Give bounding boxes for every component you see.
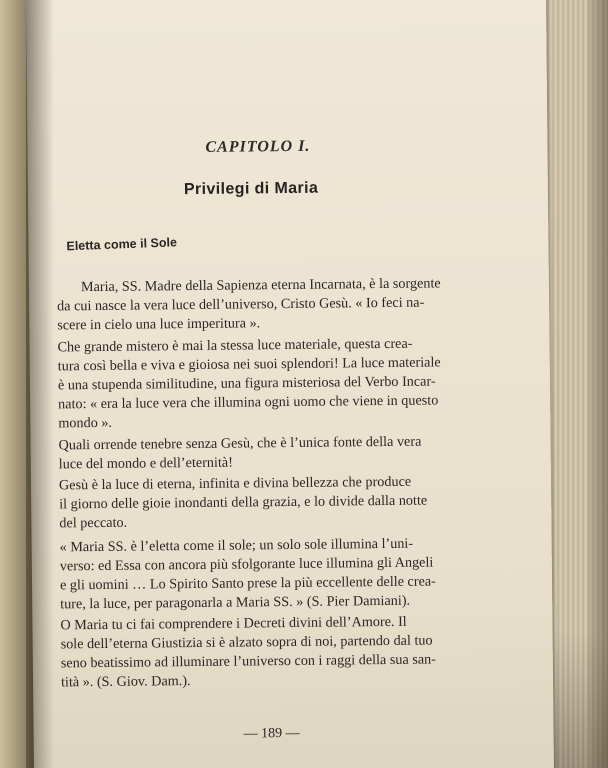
paragraph-6 xyxy=(60,612,475,692)
text-line: e gli uomini … Lo Spirito Santo prese la più eccellente delle crea- xyxy=(59,573,436,594)
text-line: da cui nasce la vera luce dell’universo, Cristo Gesù. « Io feci na- xyxy=(57,294,425,315)
paragraph-4 xyxy=(59,472,474,533)
text-line: è una stupenda similitudine, una figura misteriosa del Verbo Incar- xyxy=(57,373,436,394)
page-stack-shadow xyxy=(588,0,608,768)
text-line: O Maria tu ci fai comprendere i Decreti divini dell’Amore. Il xyxy=(60,613,407,634)
paragraph-5 xyxy=(60,534,475,614)
page-number: — 189 — xyxy=(243,725,300,742)
text-line: nato: « era la luce vera che illumina ogni uomo che viene in questo xyxy=(58,392,439,413)
text-line: Maria, SS. Madre della Sapienza eterna Incarnata, è la sorgente xyxy=(80,275,441,296)
text-line: Che grande mistero è mai la stessa luce materiale, questa crea- xyxy=(57,335,413,356)
gutter-shadow xyxy=(26,0,54,768)
paragraph-1 xyxy=(57,274,472,335)
text-line: il giorno delle gioie inondanti della grazia, e lo divide dalla notte xyxy=(59,492,428,513)
book-page xyxy=(26,0,554,768)
text-line: seno beatissimo ad illuminare l’universo con i raggi della sua san- xyxy=(60,651,437,672)
text-line: sole dell’eterna Giustizia si è alzato sopra di noi, partendo dal tuo xyxy=(60,632,433,653)
text-line: « Maria SS. è l’eletta come il sole; un solo sole illumina l’uni- xyxy=(59,535,414,556)
text-line: del peccato. xyxy=(59,514,128,532)
text-line: verso: ed Essa con ancora più sfolgorante luce illumina gli Angeli xyxy=(59,554,434,575)
paragraph-2 xyxy=(57,334,472,433)
chapter-label: CAPITOLO I. xyxy=(205,137,311,156)
text-line: tità ». (S. Giov. Dam.). xyxy=(60,673,191,691)
text-line: Gesù è la luce di eterna, infinita e divina bellezza che produce xyxy=(58,473,412,494)
paragraph-3 xyxy=(58,432,472,474)
text-line: scere in cielo una luce imperitura ». xyxy=(57,315,261,334)
text-line: Quali orrende tenebre senza Gesù, che è l’unica fonte della vera xyxy=(58,433,422,454)
text-line: mondo ». xyxy=(58,414,113,432)
chapter-title: Privilegi di Maria xyxy=(183,179,319,199)
section-heading: Eletta come il Sole xyxy=(66,235,178,254)
text-line: luce del mondo e dell’eternità! xyxy=(58,454,233,473)
text-line: ture, la luce, per paragonarla a Maria SS. » (S. Pier Damiani). xyxy=(60,592,411,613)
text-line: tura così bella e viva e gioiosa nei suoi splendori! La luce materiale xyxy=(57,354,441,375)
